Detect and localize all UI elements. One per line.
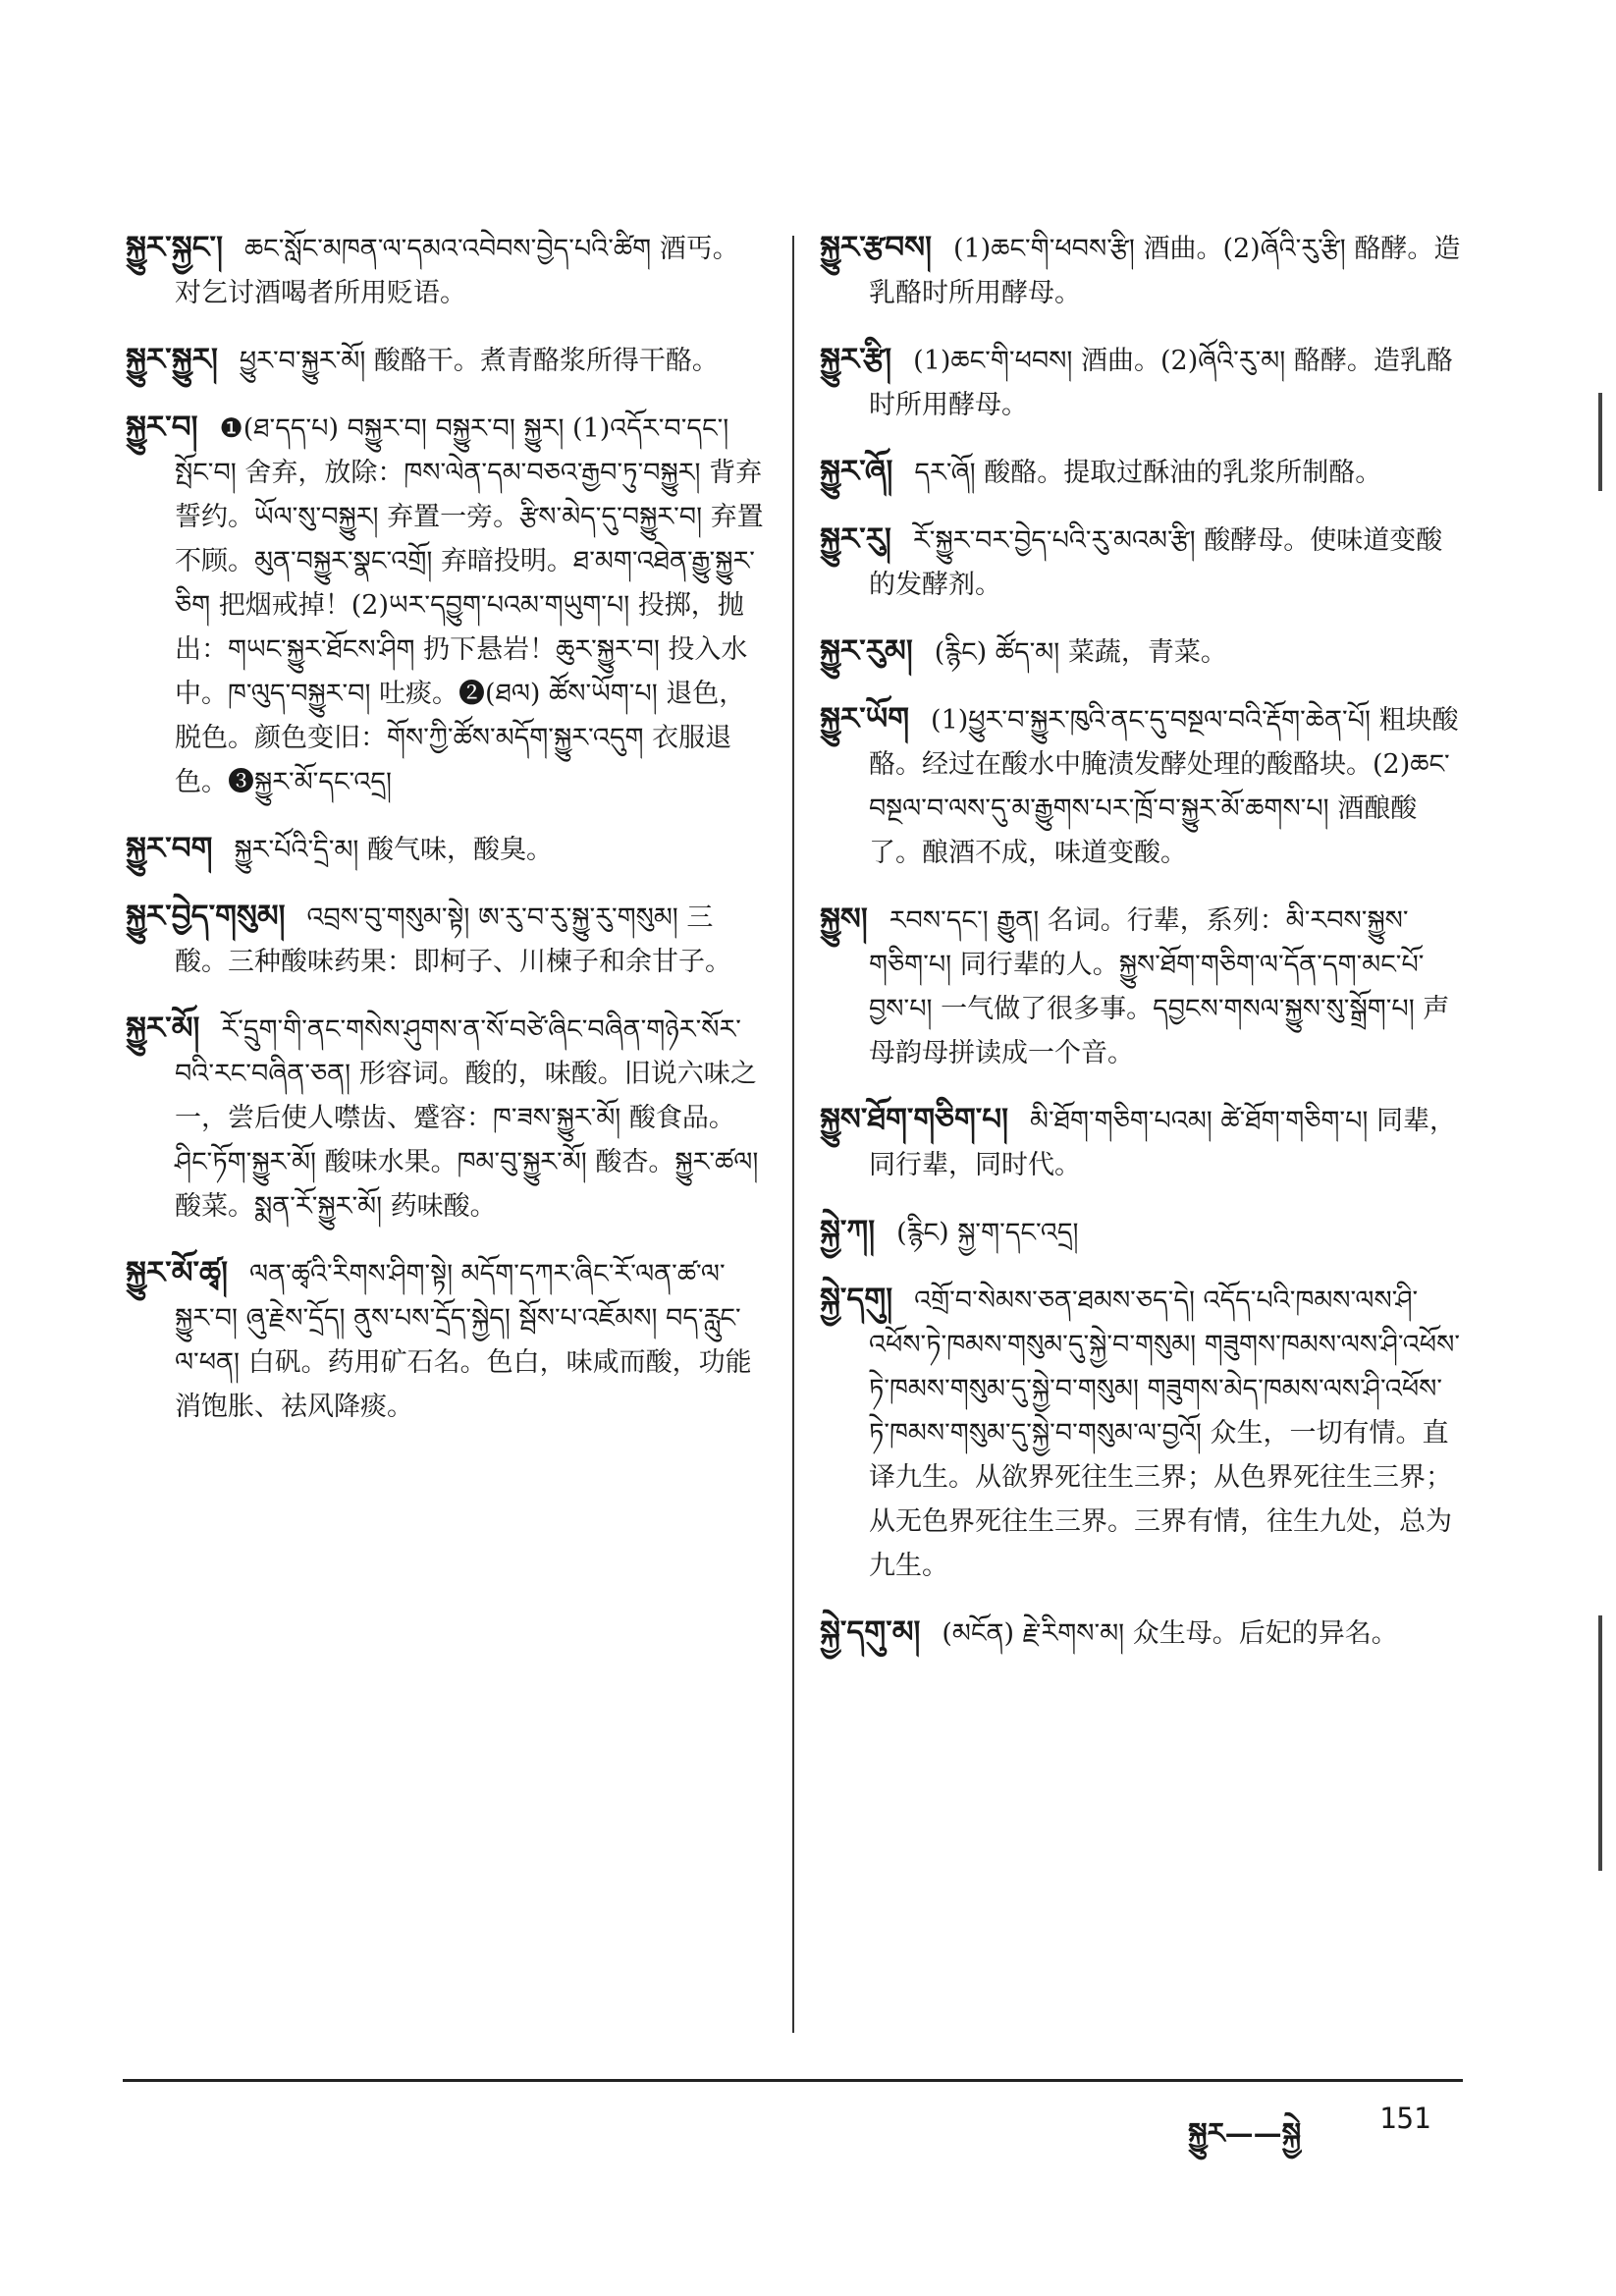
- dictionary-entry: [820, 898, 1463, 1075]
- entry-definition: (1)ཕྱུར་བ་སྐྱུར་ཁུའི་ནང་དུ་བསྔལ་བའི་རྡོག་ཆེན་པོ། 粗块酸酪。经过在酸水中腌渍发酵处理的酸酪块。(2)ཆང་བསྔལ་བ་ལས་དུ་མ་རྒྱུགས་པར་ཁྲོ་བ་སྐྱུར་མོ་ཆགས་པ། 酒酿酸了。酿酒不成，味道变酸。: [869, 705, 1459, 868]
- entry-headword: སྐྱུར་རྩབས།: [820, 230, 932, 265]
- entry-definition: འགྲོ་བ་སེམས་ཅན་ཐམས་ཅད་དེ། འདོད་པའི་ཁམས་ལས་ཤི་འཕོས་ཏེ་ཁམས་གསུམ་དུ་སྐྱེ་བ་གསུམ། གཟུགས་ཁམས་ལས་ཤི་འཕོས་ཏེ་ཁམས་གསུམ་དུ་སྐྱེ་བ་གསུམ། གཟུགས་མེད་ཁམས་ལས་ཤི་འཕོས་ཏེ་ཁམས་གསུམ་དུ་སྐྱེ་བ་གསུམ་ལ་བྱའོ། 众生，一切有情。直译九生。从欲界死往生三界；从色界死往生三界；从无色界死往生三界。三界有情，往生九处，总为九生。: [869, 1285, 1460, 1581]
- dictionary-entry: [126, 827, 764, 872]
- entry-headword: སྐྱུར་བ།: [126, 410, 198, 445]
- dictionary-entry: [126, 895, 764, 984]
- entry-headword: སྐྱུར་སྐྱང་།: [126, 230, 223, 265]
- entry-headword: སྐྱུར་བྱེད་གསུམ།: [126, 899, 286, 934]
- entry-headword: སྐྱུར་མོ།: [126, 1011, 200, 1046]
- dictionary-entry: [126, 406, 764, 804]
- entry-definition: (རྙིང) སྐྱ་ག་དང་འདྲ།: [896, 1218, 1079, 1248]
- entry-headword: སྐྱུར་མོ་ཚྭ།: [126, 1255, 228, 1290]
- dictionary-entry: [820, 338, 1463, 427]
- entry-definition: (1)ཆང་གི་ཕབས་རྩི། 酒曲。(2)ཞོའི་རུ་རྩི། 酪酵。造乳酪时所用酵母。: [869, 234, 1461, 308]
- dictionary-entry: [820, 1210, 1463, 1255]
- entry-definition: རབས་དང་། རྒྱུན། 名词。行辈，系列：མི་རབས་སྐྱུས་གཅིག་པ། 同行辈的人。སྐྱུས་ཐོག་གཅིག་ལ་དོན་དག་མང་པོ་བྱས་པ། 一气做了很多事。དབྱངས་གསལ་སྐྱུས་སུ་སྒྲོག་པ། 声母韵母拼读成一个音。: [869, 905, 1450, 1068]
- page-number: 151: [1379, 2102, 1431, 2135]
- entry-definition: ❶(ཐ་དད་པ) བསྐྱུར་བ། བསྐྱུར་བ། སྐྱུར། (1)འདོར་བ་དང་། སྤོང་བ། 舍弃，放除：ཁས་ལེན་དམ་བཅའ་རྒྱབ་ཏུ་བསྐྱུར། 背弃誓约。ཡོལ་སུ་བསྐྱུར། 弃置一旁。རྩིས་མེད་དུ་བསྐྱུར་བ། 弃置不顾。མུན་བསྐྱུར་སྣང་འགྲོ། 弃暗投明。ཐ་མག་འཐེན་རྒྱུ་སྐྱུར་ཅིག 把烟戒掉！(2)ཡར་དབྱུག་པའམ་གཡུག་པ། 投掷，抛出：གཡང་སྐྱུར་ཐོངས་ཤིག 扔下悬岩！ཆུར་སྐྱུར་བ། 投入水中。ཁ་ལུད་བསྐྱུར་བ། 吐痰。❷(ཐལ) ཚོས་ཡོག་པ། 退色，脱色。颜色变旧：གོས་ཀྱི་ཚོས་མདོག་སྐྱུར་འདུག 衣服退色。❸སྐྱུར་མོ་དང་འདྲ།: [175, 413, 764, 797]
- scan-edge-mark: [1598, 393, 1602, 491]
- entry-definition: དར་ཞོ། 酸酪。提取过酥油的乳浆所制酪。: [914, 458, 1382, 488]
- entry-headword: སྐྱུར་ཞོ།: [820, 454, 893, 489]
- dictionary-entry: [820, 697, 1463, 875]
- entry-headword: སྐྱུར་རུ།: [820, 521, 891, 557]
- column-divider: [792, 236, 794, 2033]
- dictionary-entry: [126, 226, 764, 315]
- entry-definition: མི་ཐོག་གཅིག་པའམ། ཚེ་ཐོག་གཅིག་པ། 同辈，同行辈，同时代。: [869, 1106, 1456, 1180]
- dictionary-entry: [126, 1007, 764, 1229]
- dictionary-entry: [126, 338, 764, 383]
- entry-definition: (མངོན) རྗེ་རིགས་མ། 众生母。后妃的异名。: [942, 1618, 1398, 1649]
- entry-definition: རོ་དྲུག་གི་ནང་གསེས་ཤུགས་ན་སོ་བཙེ་ཞིང་བཞིན་གཉེར་སོར་བའི་རང་བཞིན་ཅན། 形容词。酸的，味酸。旧说六味之一，尝后使人噤齿、蹙容：ཁ་ཟས་སྐྱུར་མོ། 酸食品。ཤིང་ཏོག་སྐྱུར་མོ། 酸味水果。ཁམ་བུ་སྐྱུར་མོ། 酸杏。སྐྱུར་ཚལ། 酸菜。སྨན་རོ་སྐྱུར་མོ། 药味酸。: [175, 1014, 759, 1222]
- entry-headword: སྐྱེ་དགུ།: [820, 1282, 893, 1317]
- dictionary-entry: [820, 1611, 1463, 1656]
- entry-definition: འབྲས་བུ་གསུམ་སྟེ། ཨ་རུ་བ་རུ་སྐྱུ་རུ་གསུམ། 三酸。三种酸味药果：即柯子、川楝子和余甘子。: [175, 902, 731, 977]
- entry-definition: རོ་སྐྱུར་བར་བྱེད་པའི་རུ་མའམ་རྩི། 酸酵母。使味道变酸的发酵剂。: [869, 525, 1443, 600]
- entry-headword: སྐྱུས་ཐོག་གཅིག་པ།: [820, 1102, 1009, 1137]
- entry-definition: (1)ཆང་གི་ཕབས། 酒曲。(2)ཞོའི་རུ་མ། 酪酵。造乳酪时所用酵母。: [869, 346, 1453, 420]
- dictionary-entry: [820, 629, 1463, 675]
- entry-definition: ལན་ཚྭའི་རིགས་ཤིག་སྟེ། མདོག་དཀར་ཞིང་རོ་ལན་ཚ་ལ་སྐྱུར་བ། ཞུ་རྗེས་དྲོད། ནུས་པས་དྲོད་སྐྱེད། སྦོས་པ་འཇོམས། བད་རླུང་ལ་ཕན། 白矾。药用矿石名。色白，味咸而酸，功能消饱胀、祛风降痰。: [175, 1259, 752, 1422]
- scan-edge-mark: [1598, 1615, 1602, 1871]
- entry-definition: ཆང་སློང་མཁན་ལ་དམའ་འབེབས་བྱེད་པའི་ཚིག 酒丐。对乞讨酒喝者所用贬语。: [175, 234, 739, 308]
- entry-definition: སྐྱུར་པོའི་དྲི་མ། 酸气味，酸臭。: [234, 835, 553, 865]
- dictionary-entry: [126, 1251, 764, 1429]
- dictionary-entry: [820, 450, 1463, 495]
- entry-headword: སྐྱུར་ཡོག: [820, 701, 910, 737]
- page-headword-range: སྐྱུར——སྐྱེ: [1188, 2116, 1302, 2150]
- entry-definition: (རྙིང) ཚོད་མ། 菜蔬，青菜。: [934, 637, 1227, 668]
- entry-headword: སྐྱུར་རྩི།: [820, 342, 892, 377]
- left-column: [126, 226, 764, 1451]
- footer-rule: [123, 2079, 1463, 2082]
- dictionary-entry: [820, 226, 1463, 315]
- entry-headword: སྐྱུར་རུམ།: [820, 633, 913, 669]
- entry-headword: སྐྱེ་ཀ།: [820, 1214, 876, 1249]
- right-column: [820, 226, 1463, 1678]
- dictionary-entry: [820, 1278, 1463, 1588]
- dictionary-entry: [820, 1098, 1463, 1187]
- entry-headword: སྐྱུར་བག: [126, 831, 213, 866]
- entry-headword: སྐྱུར་སྐྱུར།: [126, 342, 218, 377]
- dictionary-entry: [820, 518, 1463, 607]
- entry-definition: ཕྱུར་བ་སྐྱུར་མོ། 酸酪干。煮青酪浆所得干酪。: [239, 346, 719, 376]
- entry-headword: སྐྱུས།: [820, 902, 868, 937]
- entry-headword: སྐྱེ་དགུ་མ།: [820, 1614, 921, 1650]
